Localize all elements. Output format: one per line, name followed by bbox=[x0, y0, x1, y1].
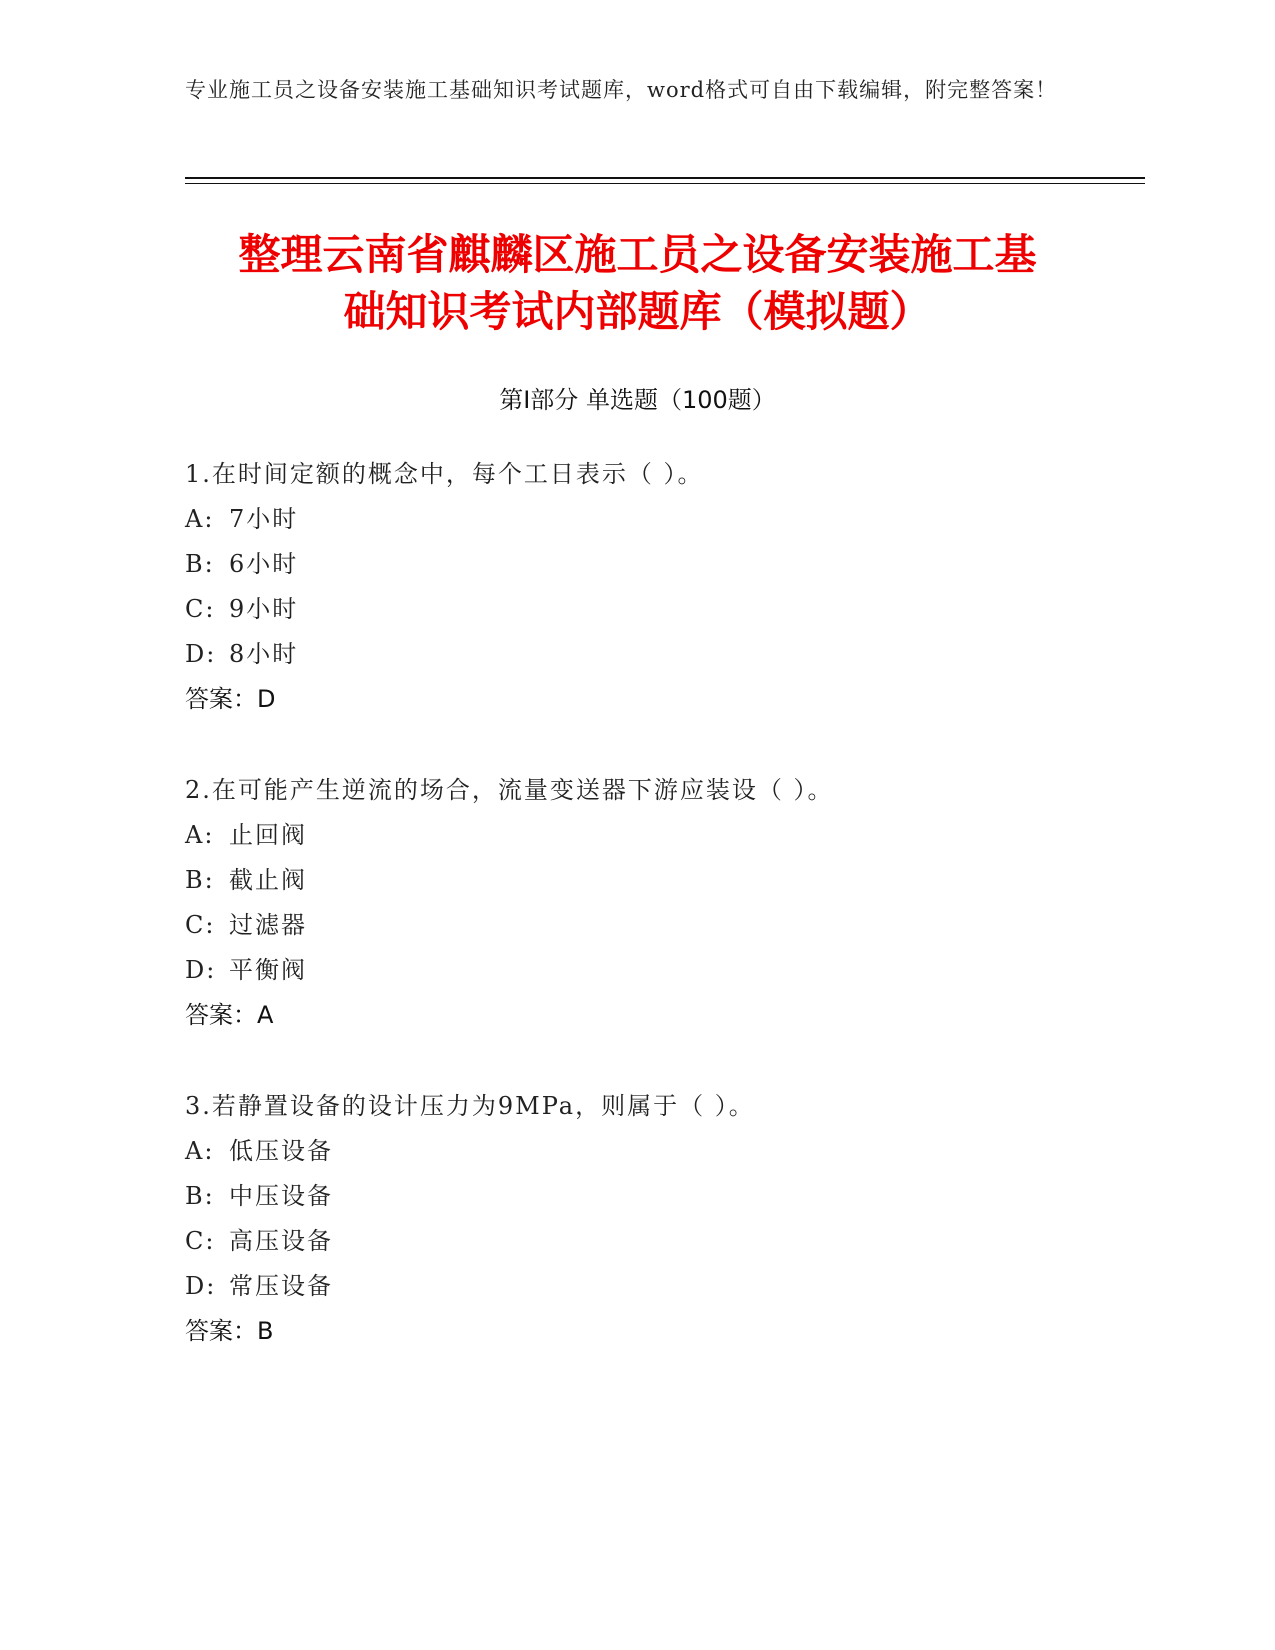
option-key: A: bbox=[185, 505, 215, 533]
option-text: 中压设备 bbox=[229, 1182, 333, 1210]
option-text: 7小时 bbox=[229, 505, 299, 533]
option-c bbox=[185, 587, 1135, 632]
option-a bbox=[185, 1129, 1135, 1174]
option-d bbox=[185, 632, 1135, 677]
option-key: C: bbox=[185, 595, 216, 623]
question-stem: 1.在时间定额的概念中，每个工日表示（ ）。 bbox=[185, 460, 704, 488]
document-title-line-1: 整理云南省麒麟区施工员之设备安装施工基 bbox=[238, 230, 1037, 279]
question-1 bbox=[185, 452, 1135, 722]
option-text: 9小时 bbox=[229, 595, 299, 623]
question-stem: 2.在可能产生逆流的场合，流量变送器下游应装设（ ）。 bbox=[185, 776, 834, 804]
header-note: 专业施工员之设备安装施工基础知识考试题库，word格式可自由下载编辑，附完整答案！ bbox=[185, 78, 1058, 102]
option-text: 低压设备 bbox=[229, 1137, 333, 1165]
option-key: C: bbox=[185, 911, 216, 939]
option-text: 过滤器 bbox=[229, 911, 307, 939]
option-c bbox=[185, 1219, 1135, 1264]
option-key: A: bbox=[185, 821, 215, 849]
question-3 bbox=[185, 1084, 1135, 1354]
answer: 答案：D bbox=[185, 685, 276, 713]
option-key: A: bbox=[185, 1137, 215, 1165]
option-text: 高压设备 bbox=[229, 1227, 333, 1255]
header-rule-thin bbox=[185, 183, 1145, 184]
answer: 答案：A bbox=[185, 1001, 274, 1029]
answer: 答案：B bbox=[185, 1317, 274, 1345]
option-d bbox=[185, 948, 1135, 993]
question-2 bbox=[185, 768, 1135, 1038]
option-key: B: bbox=[185, 1182, 215, 1210]
option-a bbox=[185, 813, 1135, 858]
option-text: 截止阀 bbox=[229, 866, 307, 894]
option-d bbox=[185, 1264, 1135, 1309]
option-b bbox=[185, 1174, 1135, 1219]
document-title bbox=[185, 226, 1090, 340]
option-text: 8小时 bbox=[229, 640, 299, 668]
option-text: 常压设备 bbox=[229, 1272, 333, 1300]
document-title-line-2: 础知识考试内部题库（模拟题） bbox=[343, 287, 932, 336]
option-key: C: bbox=[185, 1227, 216, 1255]
option-key: B: bbox=[185, 866, 215, 894]
option-text: 平衡阀 bbox=[229, 956, 307, 984]
option-key: D: bbox=[185, 1272, 217, 1300]
option-b bbox=[185, 858, 1135, 903]
option-b bbox=[185, 542, 1135, 587]
question-stem: 3.若静置设备的设计压力为9MPa，则属于（ ）。 bbox=[185, 1092, 755, 1120]
section-title: 第Ⅰ部分 单选题（100题） bbox=[499, 386, 776, 414]
option-key: D: bbox=[185, 956, 217, 984]
option-key: B: bbox=[185, 550, 215, 578]
option-a bbox=[185, 497, 1135, 542]
option-c bbox=[185, 903, 1135, 948]
option-text: 止回阀 bbox=[229, 821, 307, 849]
option-key: D: bbox=[185, 640, 217, 668]
option-text: 6小时 bbox=[229, 550, 299, 578]
header-rule-thick bbox=[185, 177, 1145, 179]
